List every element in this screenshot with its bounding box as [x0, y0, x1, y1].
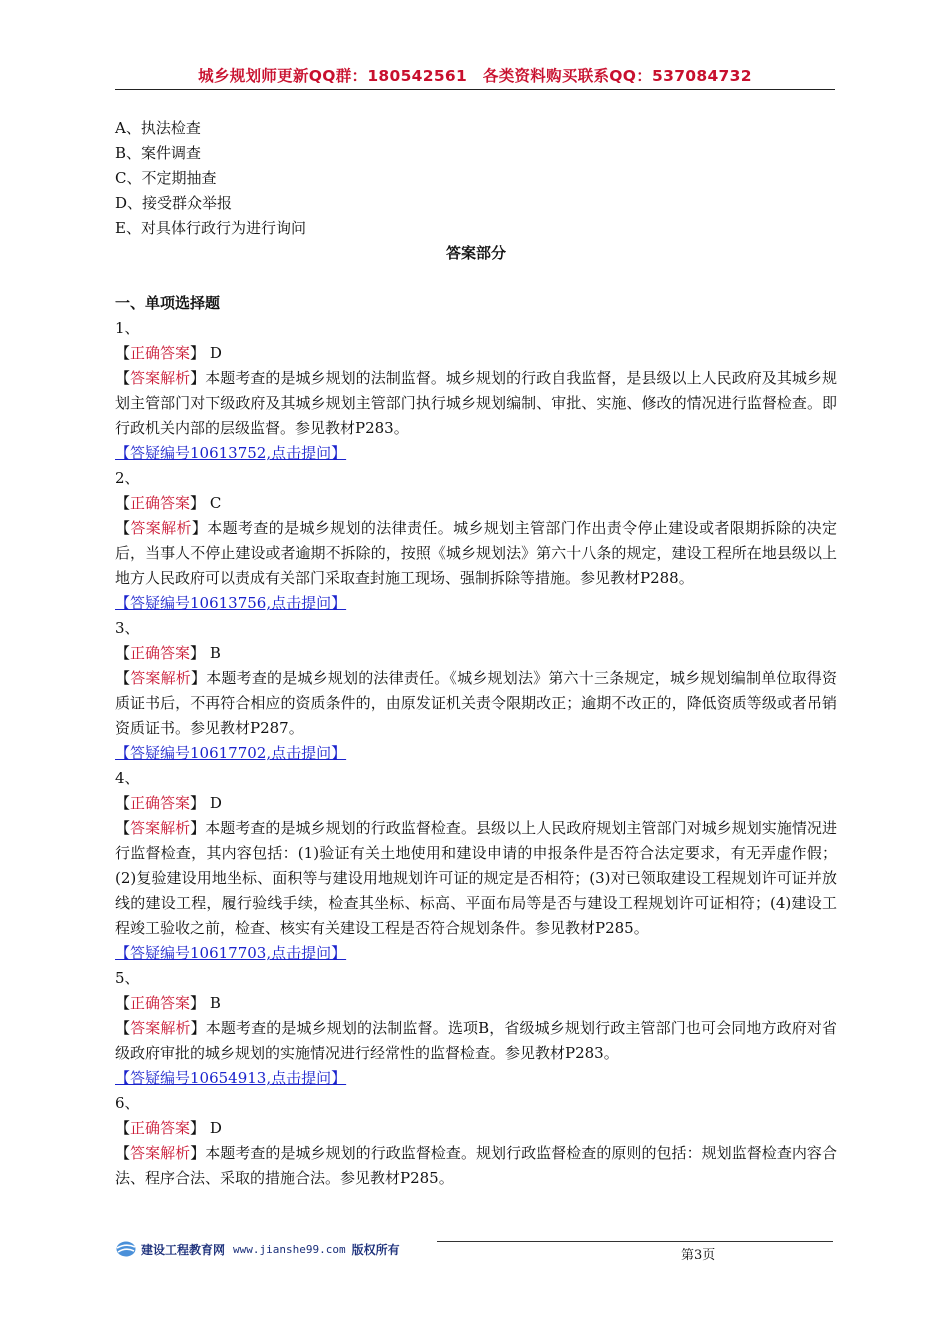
analysis-text: 本题考查的是城乡规划的法律责任。城乡规划主管部门作出责令停止建设或者限期拆除的决定后，当事人不停止建设或者逾期不拆除的，按照《城乡规划法》第六十八条的规定，建设工程所在地县级以上地方人民政府可以责成有关部门采取查封施工现场、强制拆除等措施。参见教材P288。 [115, 519, 837, 587]
analysis-label: 答案解析 [130, 369, 191, 387]
question-block [115, 466, 837, 616]
analysis-paragraph: 【答案解析】本题考查的是城乡规划的法律责任。《城乡规划法》第六十三条规定，城乡规划编制单位取得资质证书后，不再符合相应的资质条件的，由原发证机关责令限期改正；逾期不改正的，降低资质等级或者吊销资质证书。参见教材P287。 [115, 669, 837, 737]
footer-brand [115, 1238, 400, 1260]
page-number: 第3页 [681, 1248, 716, 1263]
question-number: 4、 [115, 769, 140, 787]
section-title: 一、单项选择题 [115, 294, 221, 312]
analysis-label: 答案解析 [130, 669, 192, 687]
question-block [115, 616, 837, 766]
question-number: 6、 [115, 1094, 140, 1112]
analysis-text: 本题考查的是城乡规划的法制监督。城乡规划的行政自我监督，是县级以上人民政府及其城乡规划主管部门对下级政府及其城乡规划主管部门执行城乡规划编制、审批、实施、修改的情况进行监督检查。即行政机关内部的层级监督。参见教材P283。 [115, 369, 837, 437]
correct-answer-line: 【正确答案】 D [115, 344, 222, 362]
correct-answer-label: 正确答案 [130, 994, 191, 1012]
option-a: A、执法检查 [115, 119, 201, 137]
ask-question-link[interactable]: 【答疑编号10617702,点击提问】 [115, 744, 347, 762]
question-block [115, 316, 837, 466]
answer-value: B [209, 644, 221, 662]
answer-value: C [209, 494, 222, 512]
question-block [115, 966, 837, 1091]
correct-answer-label: 正确答案 [130, 344, 191, 362]
answer-section-title: 答案部分 [445, 244, 506, 262]
analysis-paragraph: 【答案解析】本题考查的是城乡规划的行政监督检查。县级以上人民政府规划主管部门对城乡规划实施情况进行监督检查，其内容包括：(1)验证有关土地使用和建设申请的申报条件是否符合法定要求，有无弄虚作假；(2)复验建设用地坐标、面积等与建设用地规划许可证的规定是否相符；(3)对已领取建设工程规划许可证并放线的建设工程，履行验线手续，检查其坐标、标高、平面布局等是否与建设工程规划许可证相符；(4)建设工程竣工验收之前，检查、核实有关建设工程是否符合规划条件。参见教材P285。 [115, 819, 837, 937]
correct-answer-label: 正确答案 [130, 644, 191, 662]
correct-answer-line: 【正确答案】 D [115, 1119, 222, 1137]
footer-site-name: 建设工程教育网 [141, 1242, 226, 1257]
header-divider [115, 89, 835, 90]
document-body [115, 116, 837, 1191]
question-number: 2、 [115, 469, 140, 487]
footer-divider [437, 1241, 833, 1242]
correct-answer-label: 正确答案 [130, 794, 191, 812]
analysis-text: 本题考查的是城乡规划的行政监督检查。县级以上人民政府规划主管部门对城乡规划实施情况进行监督检查，其内容包括：(1)验证有关土地使用和建设申请的申报条件是否符合法定要求，有无弄虚作假；(2)复验建设用地坐标、面积等与建设用地规划许可证的规定是否相符；(3)对已领取建设工程规划许可证并放线的建设工程，履行验线手续，检查其坐标、标高、平面布局等是否与建设工程规划许可证相符；(4)建设工程竣工验收之前，检查、核实有关建设工程是否符合规划条件。参见教材P285。 [115, 819, 837, 937]
options-list [115, 116, 837, 241]
correct-answer-line: 【正确答案】 B [115, 644, 221, 662]
answer-value: B [209, 994, 221, 1012]
question-block [115, 766, 837, 966]
analysis-paragraph: 【答案解析】本题考查的是城乡规划的法律责任。城乡规划主管部门作出责令停止建设或者限期拆除的决定后，当事人不停止建设或者逾期不拆除的，按照《城乡规划法》第六十八条的规定，建设工程所在地县级以上地方人民政府可以责成有关部门采取查封施工现场、强制拆除等措施。参见教材P288。 [115, 519, 837, 587]
analysis-label: 答案解析 [130, 819, 191, 837]
option-e: E、对具体行政行为进行询问 [115, 219, 306, 237]
correct-answer-label: 正确答案 [130, 494, 191, 512]
question-number: 5、 [115, 969, 140, 987]
ask-question-link[interactable]: 【答疑编号10613756,点击提问】 [115, 594, 347, 612]
analysis-paragraph: 【答案解析】本题考查的是城乡规划的法制监督。选项B，省级城乡规划行政主管部门也可会同地方政府对省级政府审批的城乡规划的实施情况进行经常性的监督检查。参见教材P283。 [115, 1019, 837, 1062]
correct-answer-line: 【正确答案】 D [115, 794, 222, 812]
answer-value: D [209, 344, 222, 362]
globe-logo-icon [115, 1240, 137, 1258]
analysis-label: 答案解析 [130, 1144, 191, 1162]
answer-value: D [209, 1119, 222, 1137]
analysis-text: 本题考查的是城乡规划的行政监督检查。规划行政监督检查的原则的包括：规划监督检查内容合法、程序合法、采取的措施合法。参见教材P285。 [115, 1144, 837, 1187]
option-d: D、接受群众举报 [115, 194, 233, 212]
analysis-label: 答案解析 [130, 1019, 191, 1037]
ask-question-link[interactable]: 【答疑编号10654913,点击提问】 [115, 1069, 347, 1087]
option-b: B、案件调查 [115, 144, 202, 162]
analysis-label: 答案解析 [130, 519, 192, 537]
question-block [115, 1091, 837, 1191]
spacer [115, 266, 837, 291]
question-number: 3、 [115, 619, 140, 637]
analysis-paragraph: 【答案解析】本题考查的是城乡规划的法制监督。城乡规划的行政自我监督，是县级以上人民政府及其城乡规划主管部门对下级政府及其城乡规划主管部门执行城乡规划编制、审批、实施、修改的情况进行监督检查。即行政机关内部的层级监督。参见教材P283。 [115, 369, 837, 437]
header-banner: 城乡规划师更新QQ群：180542561 各类资料购买联系QQ：537084732 [198, 67, 752, 85]
ask-question-link[interactable]: 【答疑编号10613752,点击提问】 [115, 444, 347, 462]
correct-answer-line: 【正确答案】 C [115, 494, 222, 512]
option-c: C、不定期抽查 [115, 169, 217, 187]
correct-answer-line: 【正确答案】 B [115, 994, 221, 1012]
analysis-text: 本题考查的是城乡规划的法制监督。选项B，省级城乡规划行政主管部门也可会同地方政府对省级政府审批的城乡规划的实施情况进行经常性的监督检查。参见教材P283。 [115, 1019, 837, 1062]
correct-answer-label: 正确答案 [130, 1119, 191, 1137]
analysis-text: 本题考查的是城乡规划的法律责任。《城乡规划法》第六十三条规定，城乡规划编制单位取得资质证书后，不再符合相应的资质条件的，由原发证机关责令限期改正；逾期不改正的，降低资质等级或者吊销资质证书。参见教材P287。 [115, 669, 837, 737]
footer-copyright: 版权所有 [351, 1242, 400, 1257]
ask-question-link[interactable]: 【答疑编号10617703,点击提问】 [115, 944, 347, 962]
footer-url[interactable]: www.jianshe99.com [233, 1242, 346, 1256]
answer-value: D [209, 794, 222, 812]
question-number: 1、 [115, 319, 140, 337]
analysis-paragraph: 【答案解析】本题考查的是城乡规划的行政监督检查。规划行政监督检查的原则的包括：规划监督检查内容合法、程序合法、采取的措施合法。参见教材P285。 [115, 1144, 837, 1187]
